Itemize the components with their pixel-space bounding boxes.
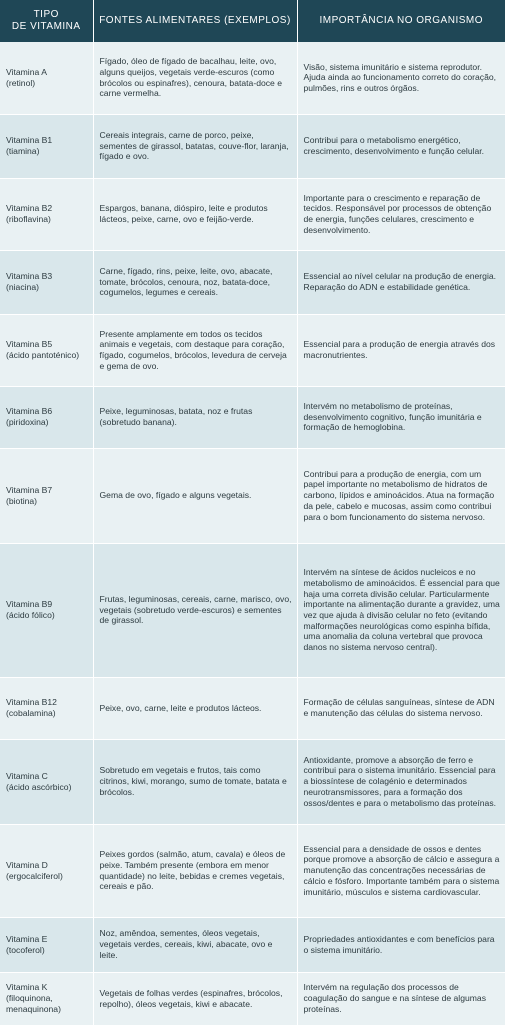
table-row [0, 114, 505, 178]
vitamin-name-cell: Vitamina E (tocoferol) [0, 917, 93, 972]
table-row [0, 824, 505, 917]
food-sources-cell: Fígado, óleo de fígado de bacalhau, leite, ovo, alguns queijos, vegetais verde-escuros (como brócolos ou espinafres), cenoura, batata-doce e carne vermelha. [93, 42, 297, 114]
food-sources-cell: Peixe, ovo, carne, leite e produtos lácteos. [93, 677, 297, 739]
vitamin-name-cell: Vitamina B12 (cobalamina) [0, 677, 93, 739]
food-sources-cell: Espargos, banana, dióspiro, leite e produtos lácteos, peixe, carne, ovo e feijão-verde. [93, 178, 297, 250]
food-sources-cell: Noz, amêndoa, sementes, óleos vegetais, vegetais verdes, cereais, kiwi, abacate, ovo e leite. [93, 917, 297, 972]
importance-cell: Contribui para o metabolismo energético, crescimento, desenvolvimento e função celular. [297, 114, 505, 178]
food-sources-cell: Presente amplamente em todos os tecidos animais e vegetais, com destaque para coração, fígado, cogumelos, brócolos, levedura de cerveja e gema de ovo. [93, 314, 297, 386]
food-sources-cell: Cereais integrais, carne de porco, peixe, sementes de girassol, batatas, couve-flor, laranja, fígado e ovo. [93, 114, 297, 178]
importance-cell: Antioxidante, promove a absorção de ferro e contribui para o sistema imunitário. Essencial para a biossíntese de colagénio e determinados neurotransmissores, para a formação dos ossos/dentes e para o metabolismo das proteínas. [297, 739, 505, 824]
importance-cell: Visão, sistema imunitário e sistema reprodutor. Ajuda ainda ao funcionamento correto do coração, pulmões, rins e outros órgãos. [297, 42, 505, 114]
food-sources-cell: Peixes gordos (salmão, atum, cavala) e óleos de peixe. Também presente (embora em menor quantidade) no leite, bebidas e cremes vegetais, cereais e pão. [93, 824, 297, 917]
header-row [0, 0, 505, 42]
table-row [0, 386, 505, 448]
table-body [0, 42, 505, 1025]
importance-cell: Contribui para a produção de energia, com um papel importante no metabolismo de hidratos de carbono, lípidos e aminoácidos. Atua na formação da pele, cabelo e mucosas, assim como contribui para o bom funcionamento do sistema nervoso. [297, 448, 505, 543]
vitamin-name-cell: Vitamina K (filoquinona, menaquinona) [0, 972, 93, 1025]
importance-cell: Essencial ao nível celular na produção de energia. Reparação do ADN e estabilidade genética. [297, 250, 505, 314]
food-sources-cell: Peixe, leguminosas, batata, noz e frutas (sobretudo banana). [93, 386, 297, 448]
table-row [0, 739, 505, 824]
table-row [0, 42, 505, 114]
vitamin-name-cell: Vitamina B9 (ácido fólico) [0, 543, 93, 677]
vitamin-name-cell: Vitamina B5 (ácido pantoténico) [0, 314, 93, 386]
importance-cell: Essencial para a produção de energia através dos macronutrientes. [297, 314, 505, 386]
header-vitamin-type: TIPO DE VITAMINA [0, 0, 93, 42]
table-row [0, 178, 505, 250]
importance-cell: Intervém no metabolismo de proteínas, desenvolvimento cognitivo, função imunitária e formação de hemoglobina. [297, 386, 505, 448]
table-row [0, 250, 505, 314]
vitamin-name-cell: Vitamina B6 (piridoxina) [0, 386, 93, 448]
header-importance: IMPORTÂNCIA NO ORGANISMO [297, 0, 505, 42]
vitamin-name-cell: Vitamina D (ergocalciferol) [0, 824, 93, 917]
vitamin-name-cell: Vitamina B3 (niacina) [0, 250, 93, 314]
table-row [0, 677, 505, 739]
food-sources-cell: Sobretudo em vegetais e frutos, tais como citrinos, kiwi, morango, sumo de tomate, batata e brócolos. [93, 739, 297, 824]
food-sources-cell: Frutas, leguminosas, cereais, carne, marisco, ovo, vegetais (sobretudo verde-escuros) e sementes de girassol. [93, 543, 297, 677]
vitamin-name-cell: Vitamina C (ácido ascórbico) [0, 739, 93, 824]
header-food-sources: FONTES ALIMENTARES (EXEMPLOS) [93, 0, 297, 42]
table-row [0, 972, 505, 1025]
vitamin-name-cell: Vitamina A (retinol) [0, 42, 93, 114]
vitamin-name-cell: Vitamina B1 (tiamina) [0, 114, 93, 178]
importance-cell: Propriedades antioxidantes e com benefícios para o sistema imunitário. [297, 917, 505, 972]
food-sources-cell: Gema de ovo, fígado e alguns vegetais. [93, 448, 297, 543]
importance-cell: Essencial para a densidade de ossos e dentes porque promove a absorção de cálcio e assegura a manutenção das concentrações necessárias de cálcio e fósforo. Importante também para o sistema imunitário, músculos e sistema cardiovascular. [297, 824, 505, 917]
importance-cell: Formação de células sanguíneas, síntese de ADN e manutenção das células do sistema nervoso. [297, 677, 505, 739]
table-row [0, 543, 505, 677]
table-row [0, 917, 505, 972]
importance-cell: Importante para o crescimento e reparação de tecidos. Responsável por processos de obtenção de energia, funções celulares, crescimento e desenvolvimento. [297, 178, 505, 250]
table-row [0, 448, 505, 543]
table-row [0, 314, 505, 386]
food-sources-cell: Vegetais de folhas verdes (espinafres, brócolos, repolho), óleos vegetais, kiwi e abacate. [93, 972, 297, 1025]
importance-cell: Intervém na síntese de ácidos nucleicos e no metabolismo de aminoácidos. É essencial para que haja uma correta divisão celular. Particularmente importante na alimentação durante a gravidez, uma vez que ajuda à divisão celular no feto (evitando malformações neurológicas como espinha bífida, uma anomalia da coluna vertebral que provoca danos no sistema nervoso central). [297, 543, 505, 677]
importance-cell: Intervém na regulação dos processos de coagulação do sangue e na síntese de algumas proteínas. [297, 972, 505, 1025]
food-sources-cell: Carne, fígado, rins, peixe, leite, ovo, abacate, tomate, brócolos, cenoura, noz, batata-doce, cogumelos, legumes e cereais. [93, 250, 297, 314]
vitamin-name-cell: Vitamina B7 (biotina) [0, 448, 93, 543]
vitamin-name-cell: Vitamina B2 (riboflavina) [0, 178, 93, 250]
